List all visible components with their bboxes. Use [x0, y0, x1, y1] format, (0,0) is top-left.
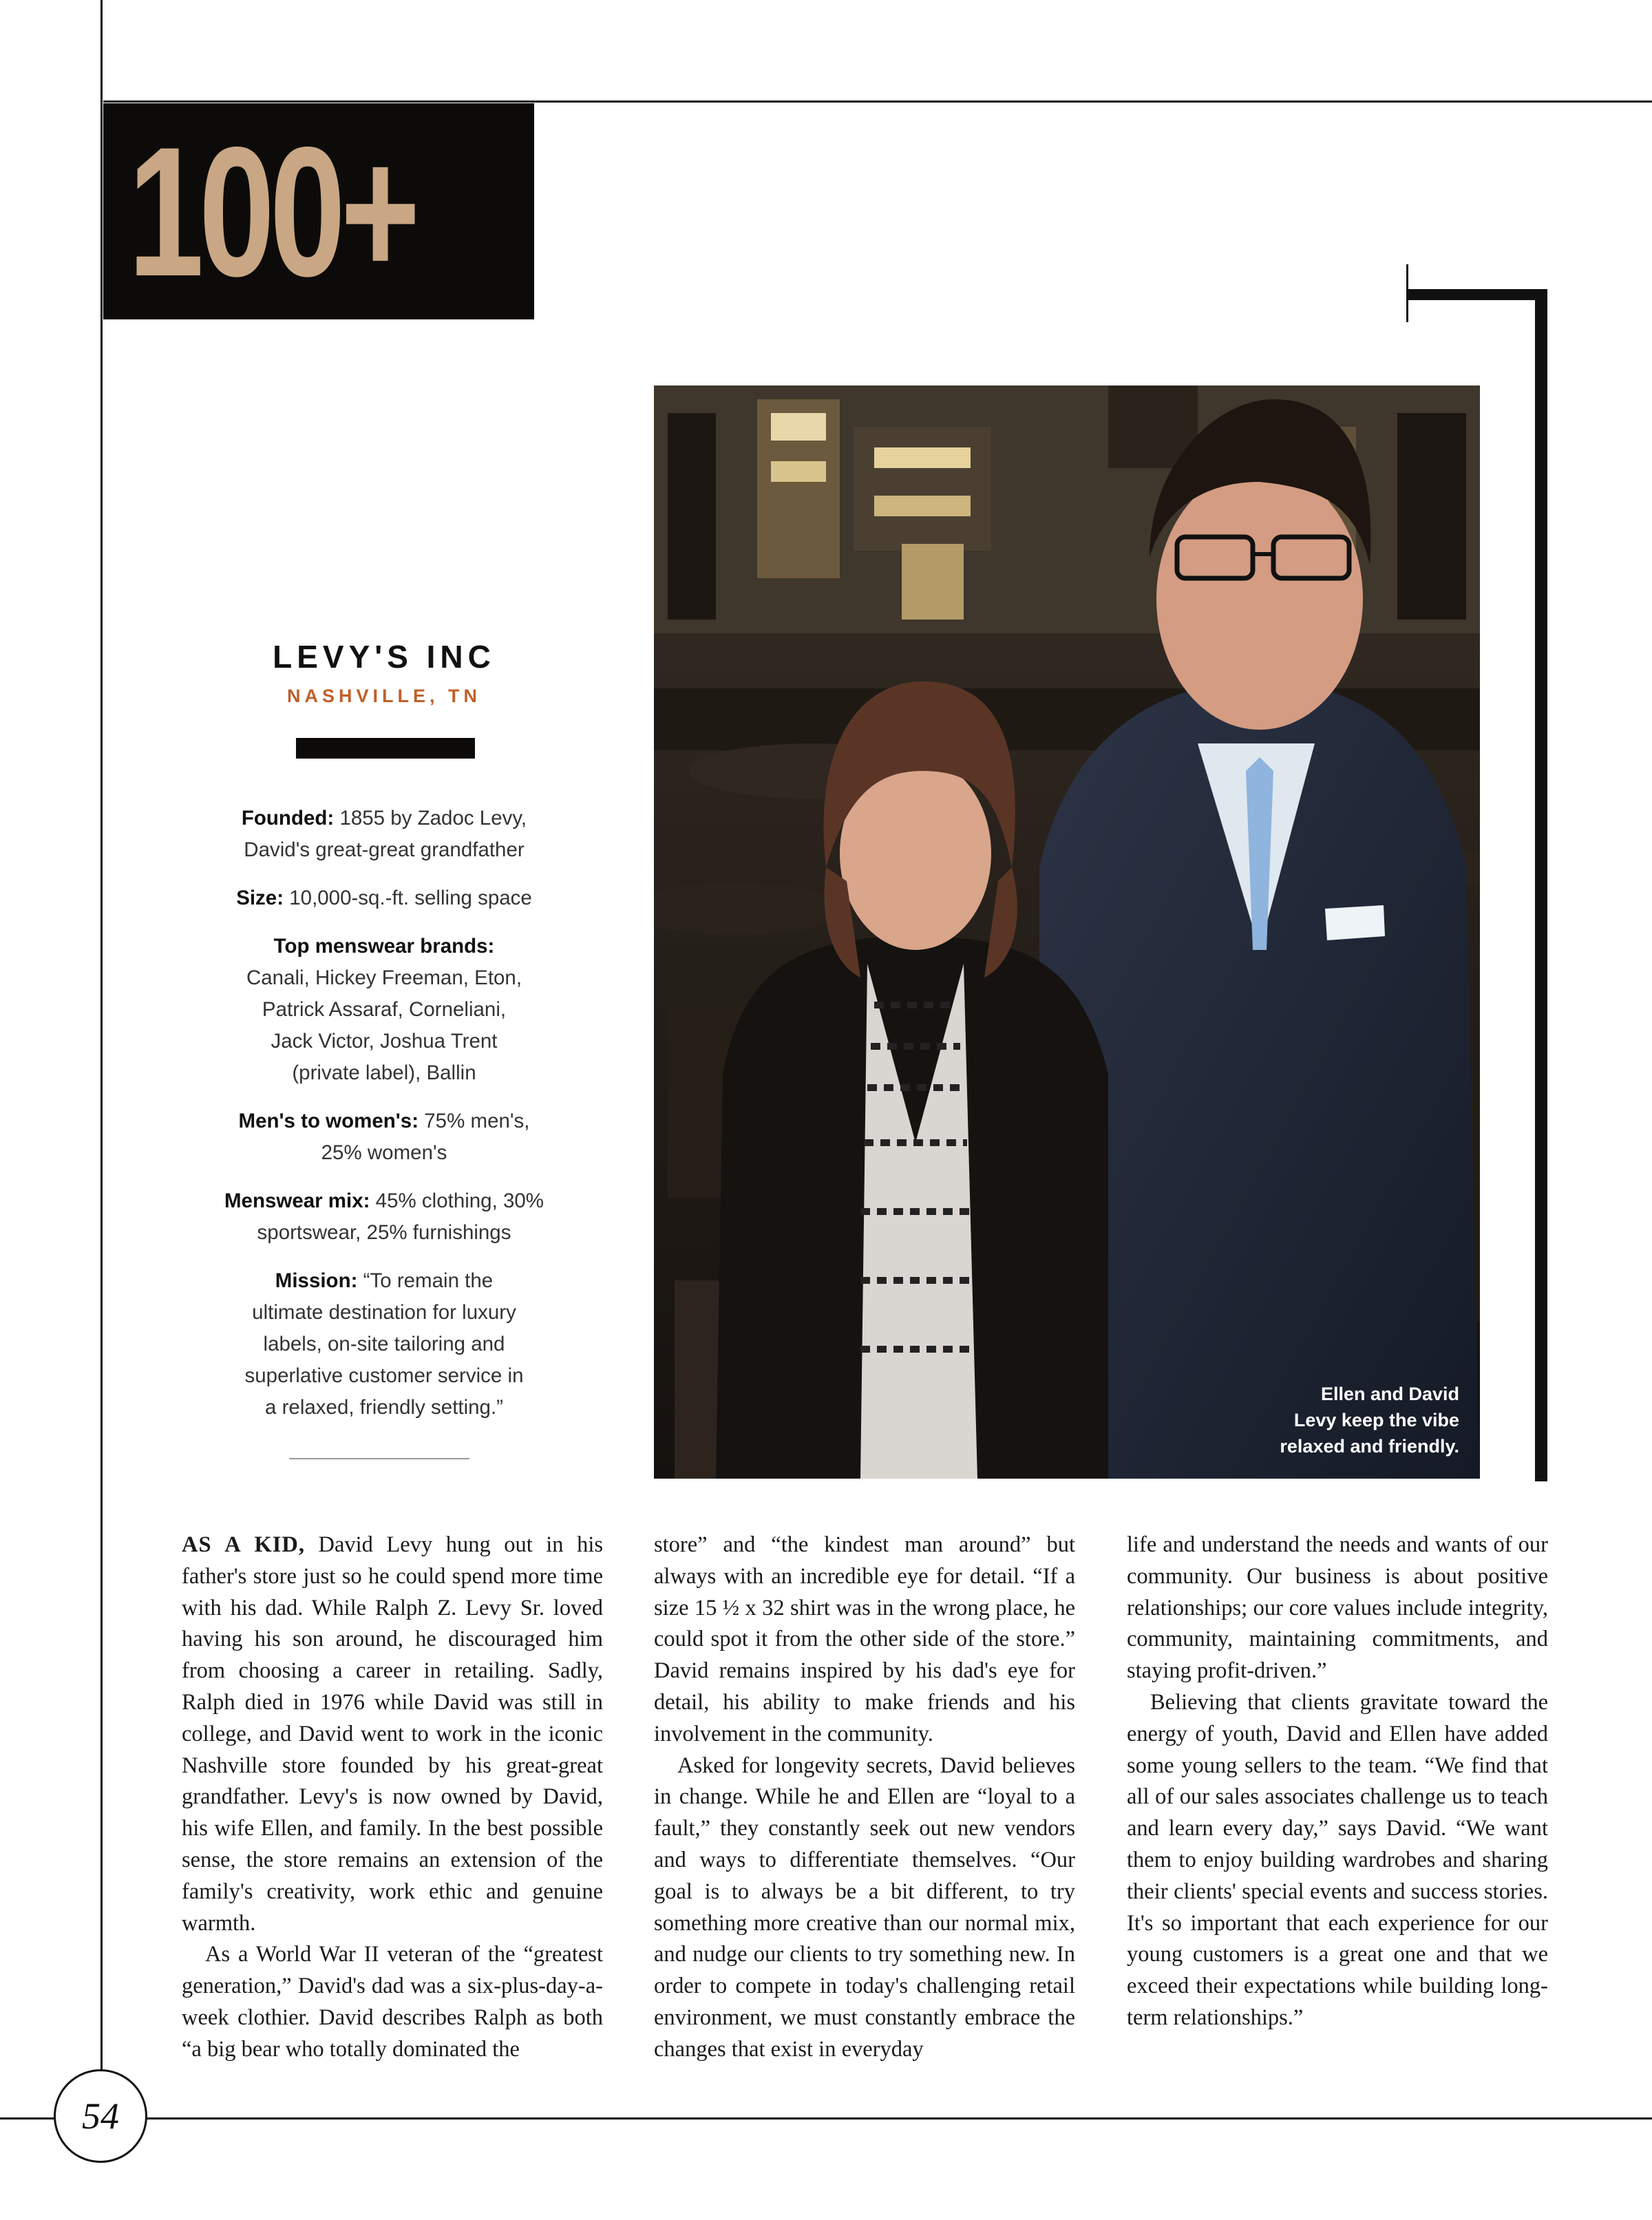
sidebar-divider-bar [296, 738, 475, 759]
fact-founded [184, 803, 584, 866]
decorative-bracket-side [1535, 289, 1547, 1481]
left-margin-rule [100, 0, 103, 2120]
fact-value: 45% clothing, 30% [375, 1190, 544, 1212]
sidebar-bottom-rule [289, 1458, 469, 1459]
decorative-bracket-top [1408, 289, 1547, 300]
company-name: LEVY'S INC [273, 639, 496, 675]
company-city: NASHVILLE, TN [286, 686, 481, 706]
fact-size [184, 882, 584, 914]
fact-value: 10,000-sq.-ft. selling space [289, 887, 532, 909]
hero-number: 100+ [128, 108, 416, 315]
article-paragraph: As a World War II veteran of the “greatest generation,” David's dad was a six-plus-day-a-week clothier. David describes Ralph as both “a big bear who totally dominated the [182, 1942, 603, 2062]
fact-menswear-mix [184, 1185, 584, 1249]
article-paragraph: Asked for longevity secrets, David believes in change. While he and Ellen are “loyal to a fault,” they constantly seek out new vendors and ways to differentiate themselves. “Our goal is to always be a bit different, to try something more creative than our normal mix, and nudge our clients to try something new. In order to compete in today's challenging retail environment, we must constantly embrace the changes that exist in everyday [654, 1753, 1075, 2062]
restaurant-interior-image [654, 385, 1480, 1479]
fact-list [184, 803, 584, 1440]
company-header [205, 637, 563, 708]
page-number: 54 [82, 2095, 119, 2137]
fact-value: Patrick Assaraf, Corneliani, [262, 998, 507, 1021]
article-paragraph: store” and “the kindest man around” but always with an incredible eye for detail. “If a size 15 ½ x 32 shirt was in the wrong place, he could spot it from the other side of the store.” David remains inspired by his dad's eye for detail, his ability to make friends and his involvement in the community. [654, 1532, 1075, 1746]
fact-brands [184, 931, 584, 1089]
top-rule [103, 101, 1652, 103]
fact-label: Founded: [241, 807, 335, 829]
fact-value: ultimate destination for luxury [252, 1301, 516, 1324]
article-column-2 [654, 1530, 1075, 2066]
fact-label: Menswear mix: [224, 1190, 370, 1212]
caption-line: Ellen and David [1320, 1384, 1459, 1404]
fact-label: Men's to women's: [238, 1110, 419, 1132]
fact-value: 1855 by Zadoc Levy, [339, 807, 527, 829]
caption-line: relaxed and friendly. [1280, 1436, 1459, 1457]
fact-value: a relaxed, friendly setting.” [265, 1396, 503, 1419]
fact-label: Mission: [275, 1269, 358, 1292]
fact-value: labels, on-site tailoring and [263, 1333, 505, 1355]
fact-label: Size: [236, 887, 284, 909]
fact-label: Top menswear brands: [273, 935, 495, 958]
fact-mission [184, 1265, 584, 1424]
fact-value: Canali, Hickey Freeman, Eton, [246, 966, 522, 989]
fact-mens-womens [184, 1106, 584, 1169]
fact-value: superlative customer service in [244, 1364, 524, 1387]
article-column-3 [1127, 1530, 1548, 2034]
bottom-rule [0, 2117, 1652, 2119]
fact-value: “To remain the [363, 1269, 494, 1292]
fact-value: (private label), Ballin [292, 1061, 476, 1084]
article-paragraph: Believing that clients gravitate toward the energy of youth, David and Ellen have added some young sellers to the team. “We find that all of our sales associates challenge us to teach and learn every day,” says David. “We want them to enjoy building wardrobes and sharing their clients' special events and success stories. It's so important that each experience for our young customers is a great one and that we exceed their expectations while building long-term relationships.” [1127, 1689, 1548, 2030]
fact-value: Jack Victor, Joshua Trent [271, 1030, 498, 1053]
article-paragraph: life and understand the needs and wants of our community. Our business is about positive relationships; our core values include integrity, community, maintaining commitments, and staying profit-driven.” [1127, 1532, 1548, 1684]
fact-value: sportswear, 25% furnishings [257, 1221, 511, 1244]
portrait-photo [654, 385, 1480, 1479]
article-lead-in: AS A KID, [182, 1532, 305, 1557]
photo-caption [1280, 1381, 1459, 1459]
article-text: David Levy hung out in his father's store just so he could spend more time with his dad. While Ralph Z. Levy Sr. loved having his son around, he discouraged him from choosing a career in retailing. Sadly, Ralph died in 1976 while David was still in college, and David went to work in the iconic Nashville store founded by his great-great grandfather. Levy's is now owned by David, his wife Ellen, and family. In the best possible sense, the store remains an extension of the family's creativity, work ethic and genuine warmth. [182, 1532, 603, 1936]
fact-value: David's great-great grandfather [244, 838, 525, 861]
article-column-1 [182, 1530, 603, 2066]
fact-value: 75% men's, [424, 1110, 530, 1132]
article-paragraph [182, 1530, 603, 1939]
fact-value: 25% women's [321, 1141, 447, 1164]
caption-line: Levy keep the vibe [1293, 1410, 1459, 1430]
